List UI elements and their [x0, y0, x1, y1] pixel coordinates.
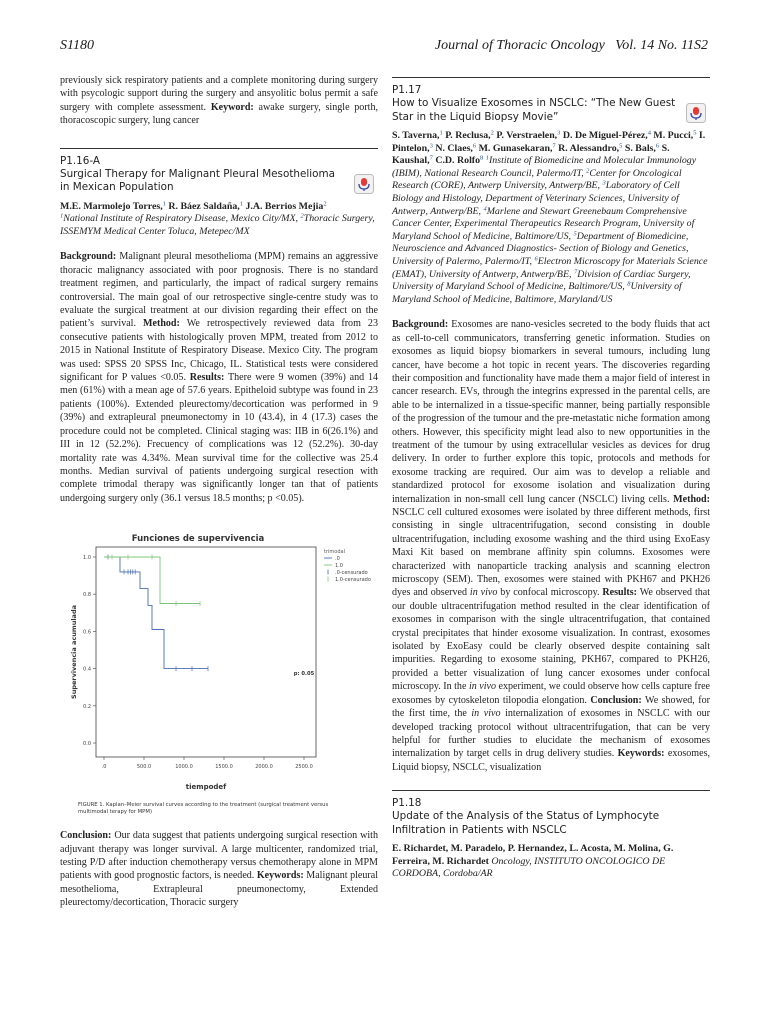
- legend-label: .0-censurado: [335, 570, 368, 577]
- x-tick-label: 1500.0: [215, 764, 233, 771]
- author: S. Bals,: [622, 142, 656, 154]
- abstract-id: P1.18: [392, 797, 422, 810]
- affiliations: $^1$National Institute of Respiratory Disease, Mexico City/MX, $^2$Thoracic Surgery, ISSEMYM Medical Center Toluca, Metepec/MX: [60, 212, 375, 237]
- section-divider: [392, 77, 710, 78]
- y-axis-label: Supervivencia acumulada: [70, 605, 78, 700]
- left-column: [60, 74, 378, 910]
- author: N. Claes,: [432, 142, 473, 154]
- abstract-title: How to Visualize Exosomes in NSCLC: “The New Guest Star in the Liquid Biopsy Movie”: [392, 97, 676, 123]
- p-value-annotation: p: 0.05: [293, 671, 315, 678]
- microphone-icon[interactable]: [354, 174, 374, 194]
- y-tick-label: 0.0: [83, 741, 91, 748]
- author: P. Verstraelen,: [493, 130, 558, 141]
- x-tick-label: .0: [101, 764, 107, 771]
- author: S. Taverna,: [392, 130, 440, 141]
- abstract-id: P1.17: [392, 84, 422, 96]
- running-header: [60, 38, 708, 56]
- y-tick-label: 0.6: [83, 629, 91, 636]
- author-list: M.E. Marmolejo Torres,$^1$ R. Báez Saldaña,$^1$ J.A. Berrios Mejia$^2$ $^1$National Institute of Respiratory Disease, Mexico City/MX, $^2$Thoracic Surgery, ISSEMYM Medical Center Toluca, Metepec/MX: [60, 200, 375, 237]
- legend: [324, 549, 371, 583]
- abstract-title: Update of the Analysis of the Status of Lymphocyte Infiltration in Patients with NSCLC: [392, 810, 660, 836]
- y-tick-label: 0.4: [83, 666, 91, 673]
- y-tick-label: 0.2: [83, 703, 91, 710]
- x-tick-label: 1000.0: [175, 764, 193, 771]
- y-tick-label: 0.8: [83, 592, 91, 599]
- author: M. Pucci,: [650, 130, 694, 141]
- abstract-conclusion: Conclusion: Our data suggest that patients undergoing surgical resection with adjuvant therapy was longer survival. A large multicenter, randomized trial, testing P/D after induction chemotherapy versus chemotherapy alone in MPM patients with good prognostic factors, is needed. Keywords: Malignant pleural mesothelioma, Extrapleural pneumonectomy, Extended pleurectomy/decortication, Thoracic surgery: [60, 830, 378, 909]
- author: R. Alessandro,: [555, 142, 620, 154]
- section-divider: [392, 790, 710, 791]
- author: P. Reclusa,: [442, 130, 491, 141]
- author: R. Báez Saldaña,: [165, 200, 240, 212]
- author: M.E. Marmolejo Torres,: [60, 200, 163, 212]
- author: I. Pintelon,: [392, 130, 706, 154]
- legend-label: .0: [335, 556, 340, 563]
- section-divider: [60, 148, 378, 149]
- author-list: E. Richardet, M. Paradelo, P. Hernandez, L. Acosta, M. Molina, G. Ferreira, M. Richardet Oncology, INSTITUTO ONCOLOGICO DE CORDOBA, Cordoba/AR: [392, 843, 674, 880]
- abstract-title: Surgical Therapy for Malignant Pleural Mesothelioma in Mexican Population: [60, 167, 336, 194]
- chart-title: Funciones de supervivencia: [131, 534, 265, 545]
- abstract-body: Background: Exosomes are nano-vesicles secreted to the body fluids that act as cell-to-cell communicators, transferring genetic information. Studies on exosomes as liquid biopsy biomarkers in several tumours, including lung cancer, have become a hot topic in recent years. The discoveries regarding their composition and functionality have made them a major field of interest in cancer research. EVs, through the integrins expressed in the parental cells, are able to be internalized in a tissue-specific manner, being partially responsible of the progression of the tumour and the pre-metastatic niche formation among others. However, this specificity might lead also to new opportunities in the treatment of the tumour by using extracellular vesicles as devices for drug delivery. In order to further explore this topic, protocols and methods for exosome tracking are required. Our aim was to develop a reliable and standardized protocol for exosome isolation and visualization during internalization in non-small cell lung cancer (NSCLC) living cells. Method: NSCLC cell cultured exosomes were isolated by three different methods, first consisting in single ultracentrifugation, second consisting in double ultracentrifugation, including exosome washing and the third using ExoEasy Maxi Kit based on membrane affinity spin columns. Exosomes were characterized with nanoparticle tracking analysis and scanning electron microscopy (SEM). Then, exosomes were stained with PKH67 and PKH26 dyes and observed in vivo by confocal microscopy. Results: We observed that our double ultracentrifugation method resulted in the clear identification of exosomes in comparison with the single ultracentrifugation, that contained crystal precipitates that hinder exosome visualization. In contrast, exosomes isolated by ExoEasy could be clearly observed despite containing salt impurities. Regarding to exosome staining, PKH67, compared to PKH26, provided a better visualization of lung cancer exosomes under confocal microscopy. In the in vivo experiment, we could observe how cells capture free exosomes by cytoskeleton tilopodia elongation. Conclusion: We showed, for the first time, the in vivo internalization of exosomes in NSCLC with our developed tracking protocol without ultracentrifugation, that can be very helpful for further studies to elucidate the mechanism of exosomes internalization by target cells in drug delivery studies. Keywords: exosomes, Liquid biopsy, NSCLC, visualization: [392, 319, 711, 773]
- x-tick-label: 500.0: [136, 764, 152, 771]
- page-number: S1180: [60, 38, 94, 53]
- abstract-body: Background: Malignant pleural mesothelioma (MPM) remains an aggressive thoracic malignancy associated with poor prognosis. There is no standard treatment regimen, and particularly, the impact of radical surgery remains controversial. The main goal of our retrospective single-centre study was to evaluate the surgical treatment at our division regarding their effect on the patient’s survival. Method: We retrospectively reviewed data from 23 consecutive patients with histologically proven MPM, treated from 2012 to 2015 in National Institute of Respiratory Disease. Mexico City. The program was used: SPSS 20 SPSS Inc, Chicago, IL. Statistical tests were considered significant for P values <0.05. Results: There were 9 women (39%) and 14 men (61%) with a mean age of 57.6 years. Epitheloid subtype was found in 23 patients (100%). Extended pleurectomy/decortication was performed in 9 (39%) and extrapleural pneumonectomy in 10 (43.4), in 4 (17.3) cases the procedure could not be completed. Clinical staging was: IIB in 6(26.1%) and III in 12 (52.2%). Frecuency of complications was 12 (52.2%). 30-day mortality rate was 4.34%. Mean survival time for the collective was 25.4 months. Median survival of patients undergoing surgical resection with complete trimodal therapy was significantly longer tan that of patients undergoing surgery only (36.1 versus 18.5 months; p <0.05).: [60, 251, 378, 504]
- previous-abstract-continuation: previously sick respiratory patients and a complete monitoring during surgery with psycologic support during the surgery and ansyolitic bolus permit a safe surgery with complete assessment. Keyword: awake surgery, single porth, thoracoscopic surgery, lung cancer: [60, 75, 378, 127]
- author: S. Kaushal,: [392, 142, 670, 167]
- legend-label: 1.0-censurado: [335, 577, 371, 584]
- y-tick-label: 1.0: [83, 555, 91, 562]
- x-axis-label: tiempodef: [185, 783, 227, 792]
- legend-title: trimodal: [324, 549, 345, 556]
- affiliations: $^1$Institute of Biomedicine and Molecular Immunology (IBIM), National Research Council, Palermo/IT, $^2$Center for Oncological Research (CORE), Antwerp University, Antwerp/BE, $^3$Laboratory of Cell Biology and Histology, Department of Veterinary Sciences, University of Antwerp, Antwerp/BE, $^4$Marlene and Stewart Greenebaum Comprehensive Cancer Center, Experimental Therapeutics Research Program, University of Maryland School of Medicine, Baltimore/US, $^5$Department of Biomedicine, Neuroscience and Advanced Diagnostics- Section of Biology and Genetics, University of Palermo, Palermo/IT, $^6$Electron Microscopy for Materials Science (EMAT), University of Antwerp, Antwerp/BE, $^7$Division of Cardiac Surgery, University of Maryland School of Medicine, Baltimore/US, $^8$University of Maryland School of Medicine, Baltimore, Maryland/US: [392, 154, 708, 305]
- kaplan-meier-figure: [66, 527, 371, 817]
- author: D. De Miguel-Pérez,: [560, 130, 648, 141]
- x-tick-label: 2500.0: [295, 764, 313, 771]
- author-list: S. Taverna,$^1$ P. Reclusa,$^2$ P. Verstraelen,$^3$ D. De Miguel-Pérez,$^4$ M. Pucci,$^5$ I. Pintelon,$^3$ N. Claes,$^6$ M. Gunasekaran,$^7$ R. Alessandro,$^5$ S. Bals,$^6$ S. Kaushal,$^7$ C.D. Rolfo$^8$ $^1$Institute of Biomedicine and Molecular Immunology (IBIM), National Research Council, Palermo/IT, $^2$Center for Oncological Research (CORE), Antwerp University, Antwerp/BE, $^3$Laboratory of Cell Biology and Histology, Department of Veterinary Sciences, University of Antwerp, Antwerp/BE, $^4$Marlene and Stewart Greenebaum Comprehensive Cancer Center, Experimental Therapeutics Research Program, University of Maryland School of Medicine, Baltimore/US, $^5$Department of Biomedicine, Neuroscience and Advanced Diagnostics- Section of Biology and Genetics, University of Palermo, Palermo/IT, $^6$Electron Microscopy for Materials Science (EMAT), University of Antwerp, Antwerp/BE, $^7$Division of Cardiac Surgery, University of Maryland School of Medicine, Baltimore/US, $^8$University of Maryland School of Medicine, Baltimore, Maryland/US: [392, 129, 708, 305]
- survival-chart: [66, 527, 371, 797]
- author: M. Gunasekaran,: [476, 142, 553, 154]
- journal-name: Journal of Thoracic Oncology Vol. 14 No. 11S2: [434, 38, 708, 53]
- x-tick-label: 2000.0: [255, 764, 273, 771]
- author: C.D. Rolfo: [432, 155, 481, 167]
- microphone-icon[interactable]: [686, 103, 706, 123]
- legend-label: 1.0: [335, 563, 343, 570]
- figure-caption: FIGURE 1. Kaplan–Meier survival curves according to the treatment (surgical treatment versus multimodal terapy for MPM): [78, 802, 329, 816]
- author: J.A. Berrios Mejia: [242, 200, 324, 212]
- plot-area: [96, 547, 316, 757]
- right-column: [392, 74, 710, 881]
- abstract-id: P1.16-A: [60, 154, 101, 167]
